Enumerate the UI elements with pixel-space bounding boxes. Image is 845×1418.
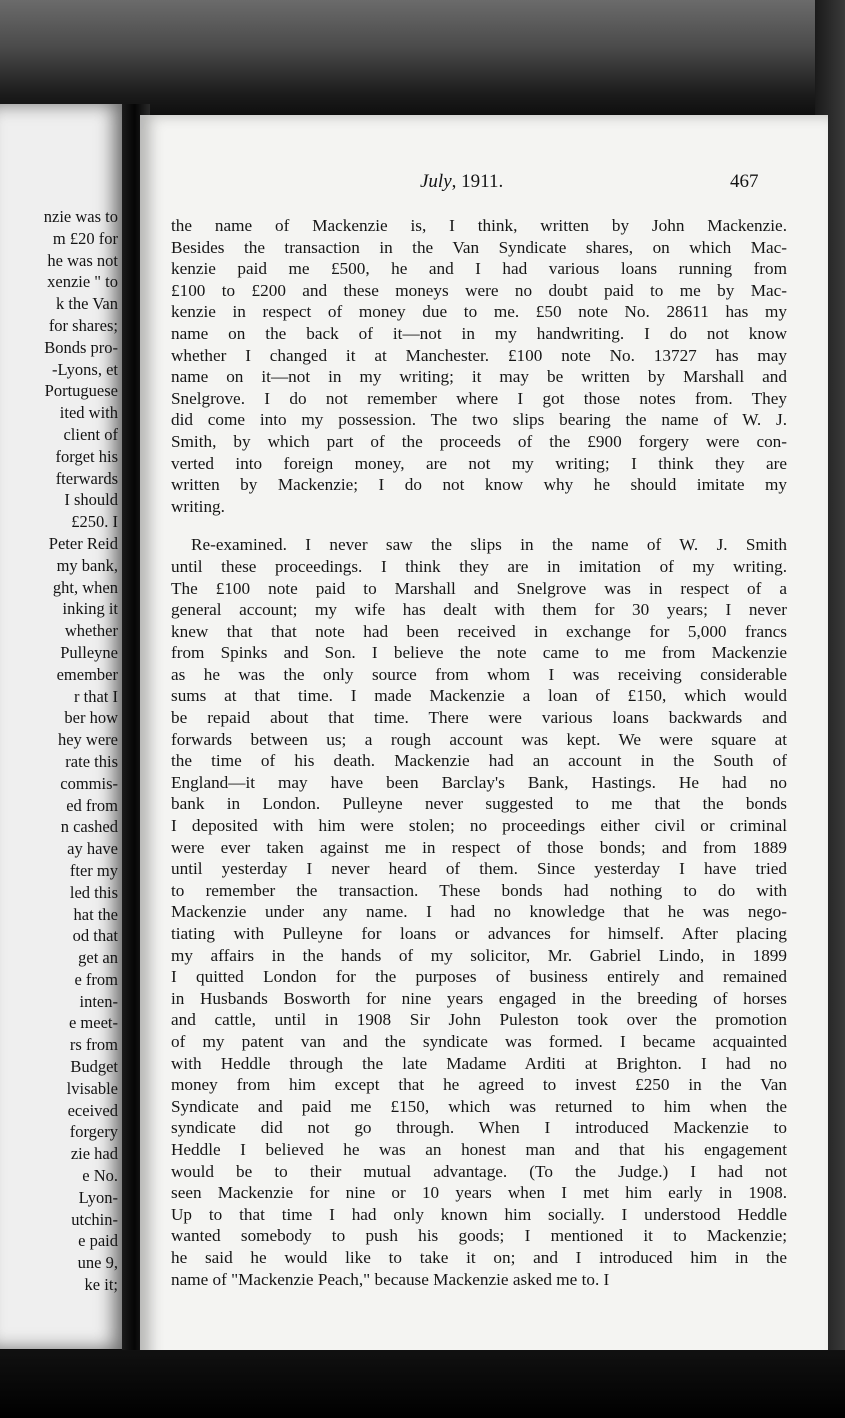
text-line: my affairs in the hands of my solicitor, Mr. Gabriel Lindo, in 1899 [171, 945, 787, 965]
facing-page-line: I should [64, 490, 118, 510]
text-line: Mackenzie under any name. I had no knowledge that he was nego- [171, 902, 787, 922]
facing-page-line: ke it; [84, 1275, 118, 1295]
facing-page-line: n cashed [60, 817, 118, 837]
text-line: tiating with Pulleyne for loans or advances for himself. After placing [171, 924, 787, 943]
text-line: I deposited with him were stolen; no proceedings either civil or criminal [171, 816, 787, 836]
facing-page-line: inten- [79, 991, 118, 1011]
paragraph-gap [171, 517, 787, 534]
page-467 [140, 115, 828, 1367]
text-line: Smith, by which part of the proceeds of the £900 forgery were con- [171, 431, 787, 451]
text-line: seen Mackenzie for nine or 10 years when I met him early in 1908. [171, 1183, 787, 1203]
facing-page-left [0, 104, 128, 1349]
text-line: of my patent van and the syndicate was formed. I became acquainted [171, 1031, 787, 1051]
facing-page-text [0, 206, 118, 1296]
text-line: syndicate did not go through. When I introduced Mackenzie to [171, 1118, 787, 1138]
text-line: written by Mackenzie; I do not know why he should imitate my [171, 475, 787, 495]
text-line: did come into my possession. The two slips bearing the name of W. J. [171, 410, 787, 430]
page-number: 467 [730, 171, 759, 192]
facing-page-line: nzie was to [43, 207, 118, 226]
facing-page-line: r that I [74, 686, 118, 706]
text-line: The £100 note paid to Marshall and Snelgrove was in respect of a [171, 578, 787, 598]
text-line: England—it may have been Barclay's Bank, Hastings. He had no [171, 772, 787, 792]
facing-page-line: od that [72, 926, 118, 946]
text-line: Snelgrove. I do not remember where I got those notes from. They [171, 388, 787, 408]
running-head-year: , 1911. [451, 171, 504, 192]
facing-page-line: Peter Reid [48, 533, 118, 553]
facing-page-line: fterwards [55, 468, 118, 488]
text-line: with Heddle through the late Madame Arditi at Brighton. I had no [171, 1053, 787, 1073]
text-line: verted into foreign money, are not my writing; I think they are [171, 453, 787, 473]
text-line: bank in London. Pulleyne never suggested to me that the bonds [171, 794, 787, 814]
paragraph [171, 215, 787, 517]
text-line: money from him except that he agreed to invest £250 in the Van [171, 1075, 787, 1095]
text-line: from Spinks and Son. I believe the note came to me from Mackenzie [171, 643, 787, 663]
text-line: knew that that note had been received in exchange for 5,000 francs [171, 621, 787, 641]
facing-page-line: he was not [47, 250, 118, 270]
text-line: wanted somebody to push his goods; I mentioned it to Mackenzie; [171, 1226, 787, 1246]
facing-page-line: fter my [69, 860, 118, 880]
background-top [0, 0, 845, 120]
text-line: as he was the only source from whom I was receiving considerable [171, 664, 787, 684]
facing-page-line: forgery [69, 1122, 118, 1142]
text-line: the time of his death. Mackenzie had an account in the South of [171, 751, 787, 771]
text-line: would be to their mutual advantage. (To the Judge.) I had not [171, 1161, 787, 1181]
facing-page-line: ber how [64, 708, 118, 728]
text-line: sums at that time. I made Mackenzie a loan of £150, which would [171, 686, 787, 706]
page-header [140, 171, 828, 199]
facing-page-line: Lyon- [78, 1187, 118, 1207]
text-line: forwards between us; a rough account was kept. We were square at [171, 729, 787, 749]
facing-page-line: eceived [67, 1100, 118, 1120]
facing-page-line: Budget [70, 1057, 118, 1077]
running-head [420, 171, 503, 193]
facing-page-line: commis- [60, 773, 118, 793]
facing-page-line: ed from [66, 795, 118, 815]
facing-page-line: hat the [73, 904, 118, 924]
facing-page-line: -Lyons, et [52, 359, 118, 379]
facing-page-line: my bank, [56, 555, 118, 575]
text-line: Up to that time I had only known him socially. I understood Heddle [171, 1204, 787, 1224]
facing-page-line: k the Van [55, 294, 118, 314]
facing-page-line: ited with [59, 403, 118, 423]
facing-page-line: Portuguese [44, 381, 118, 401]
facing-page-line: client of [63, 424, 118, 444]
facing-page-line: lvisable [66, 1078, 118, 1098]
text-line: he said he would like to take it on; and I introduced him in the [171, 1247, 787, 1267]
text-line: Re-examined. I never saw the slips in the name of W. J. Smith [191, 535, 787, 555]
body-text [171, 215, 787, 1290]
background-bottom [0, 1350, 845, 1418]
facing-page-line: hey were [57, 730, 118, 750]
facing-page-line: e meet- [68, 1013, 118, 1033]
facing-page-line: xenzie " to [47, 272, 118, 292]
facing-page-line: emember [56, 664, 118, 684]
facing-page-line: utchin- [71, 1209, 118, 1229]
paragraph [171, 534, 787, 1290]
text-line: Syndicate and paid me £150, which was returned to him when the [171, 1096, 787, 1116]
facing-page-line: e paid [78, 1231, 118, 1251]
facing-page-line: £250. I [71, 512, 118, 532]
text-line: were ever taken against me in respect of those bonds; and from 1889 [171, 837, 787, 857]
running-head-month: July [420, 171, 452, 192]
text-line: kenzie paid me £500, he and I had various loans running from [171, 259, 787, 279]
facing-page-line: e from [74, 969, 118, 989]
text-line: general account; my wife has dealt with them for 30 years; I never [171, 600, 787, 620]
facing-page-line: m £20 for [52, 228, 118, 248]
facing-page-line: Pulleyne [60, 642, 118, 662]
facing-page-line: get an [78, 948, 118, 968]
facing-page-line: ght, when [52, 577, 118, 597]
text-line: kenzie in respect of money due to me. £50 note No. 28611 has my [171, 302, 787, 322]
text-line: I quitted London for the purposes of business entirely and remained [171, 967, 787, 987]
facing-page-line: led this [69, 882, 118, 902]
facing-page-line: une 9, [77, 1253, 118, 1273]
text-line: to remember the transaction. These bonds had nothing to do with [171, 880, 787, 900]
text-line: Besides the transaction in the Van Syndicate shares, on which Mac- [171, 237, 787, 257]
text-line: in Husbands Bosworth for nine years engaged in the breeding of horses [171, 988, 787, 1008]
text-line: until yesterday I never heard of them. Since yesterday I have tried [171, 859, 787, 879]
facing-page-line: inking it [62, 599, 118, 619]
text-line: the name of Mackenzie is, I think, written by John Mackenzie. [171, 216, 787, 235]
facing-page-line: Bonds pro- [44, 337, 118, 357]
text-line: whether I changed it at Manchester. £100 note No. 13727 has may [171, 345, 787, 365]
text-line: £100 to £200 and these moneys were no doubt paid to me by Mac- [171, 280, 787, 300]
text-line: Heddle I believed he was an honest man and that his engagement [171, 1139, 787, 1159]
text-line: name on the back of it—not in my handwriting. I do not know [171, 323, 787, 343]
facing-page-line: ay have [67, 839, 118, 859]
text-line: until these proceedings. I think they are in imitation of my writing. [171, 556, 787, 576]
text-line: and cattle, until in 1908 Sir John Puleston took over the promotion [171, 1010, 787, 1030]
text-line: name on it—not in my writing; it may be written by Marshall and [171, 367, 787, 387]
facing-page-line: for shares; [48, 315, 118, 335]
facing-page-line: rate this [65, 751, 118, 771]
facing-page-line: forget his [55, 446, 118, 466]
facing-page-line: zie had [70, 1144, 118, 1164]
text-line: name of "Mackenzie Peach," because Mackenzie asked me to. I [171, 1269, 610, 1289]
text-line: be repaid about that time. There were various loans backwards and [171, 708, 787, 728]
facing-page-line: rs from [69, 1035, 118, 1055]
facing-page-line: whether [64, 621, 118, 641]
facing-page-line: e No. [82, 1166, 118, 1186]
text-line: writing. [171, 496, 225, 516]
